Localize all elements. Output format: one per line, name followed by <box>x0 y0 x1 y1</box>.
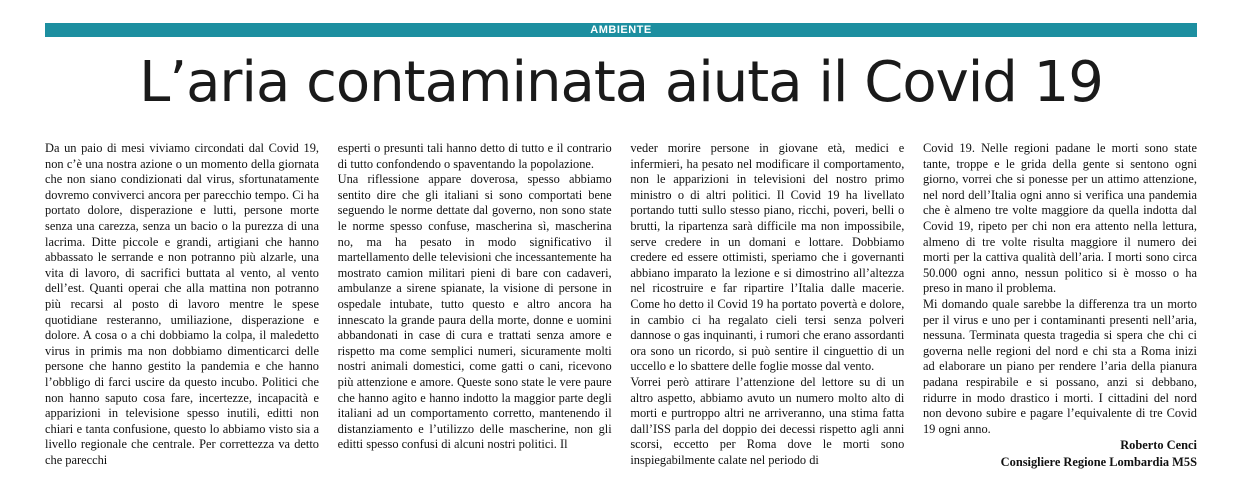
section-label: AMBIENTE <box>45 23 1197 37</box>
author-role: Consigliere Regione Lombardia M5S <box>1000 454 1197 469</box>
article-column-1 <box>45 141 319 471</box>
column-text: Covid 19. Nelle regioni padane le morti sono state tante, troppe e le grida della gente si sentono ogni giorno, vorrei che si ponesse per un attimo attenzione, nel nord dell’Italia ogni anno si verifica una pandemia che è almeno tre volte maggiore da quella indotta dal Covid 19, ripeto per chi non era attento nella lettura, almeno di tre volte risulta maggiore il numero dei morti per la cattiva qualità dell’aria. I morti sono circa 50.000 ogni anno, nessun politico si è mosso o ha preso in mano il problema. Mi domando quale sarebbe la differenza tra un morto per il virus e uno per i contaminanti presenti nell’aria, nessuna. Terminata questa tragedia si spera che chi ci governa nelle regioni del nord e chi sta a Roma inizi ad elaborare un piano per rendere l’aria della pianura padana respirabile e si possano, anzi si debbano, ridurre in modo drastico i morti. I cittadini del nord non devono subire e pagare l’equivalente di tre Covid 19 ogni anno. <box>922 141 1197 436</box>
column-text: Da un paio di mesi viviamo circondati dal Covid 19, non c’è una nostra azione o un momento della giornata che non siano condizionati dal virus, sfortunatamente dovremo conviverci ancora per parecchio tempo. Ci ha portato dolore, disperazione e lutti, persone morte senza una carezza, senza un bacio o la purezza di una lacrima. Ditte piccole e grandi, artigiani che hanno abbassato le serrande e non potranno più alzarle, una vita di lavoro, di sacrifici buttata al vento, al vento dell’est. Quanti operai che alla mattina non potranno più recarsi al posto di lavoro mentre le spese quotidiane resteranno, umiliazione, disperazione e dolore. A cosa o a chi dobbiamo la colpa, il maledetto virus in primis ma non dobbiamo dimenticarci delle persone che hanno gestito la pandemia e che hanno l’obbligo di farci uscire da questo incubo. Politici che non hanno saputo cosa fare, incertezze, incapacità e apparizioni in televisione spesso inutili, editti non chiari e tanta confusione, questo lo abbiamo visto sia a livello regionale che centrale. Per correttezza va detto che parecchi <box>45 141 319 467</box>
article-column-4 <box>923 141 1197 471</box>
article-body <box>45 141 1197 471</box>
column-text: veder morire persone in giovane età, medici e infermieri, ha pesato nel modificare il comportamento, non le apparizioni in televisioni del nostro primo ministro o di altri politici. Il Covid 19 ha livellato portando tutti sullo stesso piano, ricchi, poveri, belli o brutti, la ripartenza sarà difficile ma non impossibile, serve credere in un domani e lottare. Dobbiamo credere ed essere ottimisti, speriamo che i governanti abbiano imparato la lezione e si dimostrino all’altezza nel ricostruire e far ripartire l’Italia dalle macerie. Come ho detto il Covid 19 ha portato povertà e dolore, in cambio ci ha regalato cieli tersi senza polveri dannose o gas inquinanti, i rumori che erano assordanti ora sono un ricordo, si può sentire il cinguettio di un uccello e lo sbattere delle foglie mosse dal vento. Vorrei però attirare l’attenzione del lettore su di un altro aspetto, abbiamo avuto un numero molto alto di morti e purtroppo altri ne arriveranno, una stima fatta dall’ISS parla del doppio dei decessi rispetto agli anni scorsi, eccetto per Roma dove le morti sono inspiegabilmente calate nel periodo di <box>630 141 905 467</box>
article-column-2 <box>338 141 612 471</box>
headline: L’aria contaminata aiuta il Covid 19 <box>139 50 1103 115</box>
column-text: esperti o presunti tali hanno detto di tutto e il contrario di tutto confondendo o spaventando la popolazione. Una riflessione appare doverosa, spesso abbiamo sentito dire che gli italiani si sono comportati bene seguendo le norme dettate dal governo, non sono state le norme spesso confuse, mascherina sì, mascherina no, ma ha pesato in modo significativo il martellamento delle televisioni che incessantemente ha mostrato camion militari pieni di bare con cadaveri, ambulanze a sirene spianate, la visione di persone in ospedale intubate, tutto questo e altro ancora ha innescato la grande paura della morte, donne e uomini abbandonati in case di cura e trattati senza amore e rispetto ma come semplici numeri, sicuramente molti nostri animali domestici, come gatti o cani, ricevono più attenzione e amore. Queste sono state le vere paure che hanno agito e hanno indotto la maggior parte degli italiani ad un comportamento corretto, mantenendo il distanziamento e l’utilizzo delle mascherine, non gli editti spesso confusi di alcuni nostri politici. Il <box>337 141 612 452</box>
article-column-3 <box>630 141 904 471</box>
author-name: Roberto Cenci <box>1120 438 1197 453</box>
